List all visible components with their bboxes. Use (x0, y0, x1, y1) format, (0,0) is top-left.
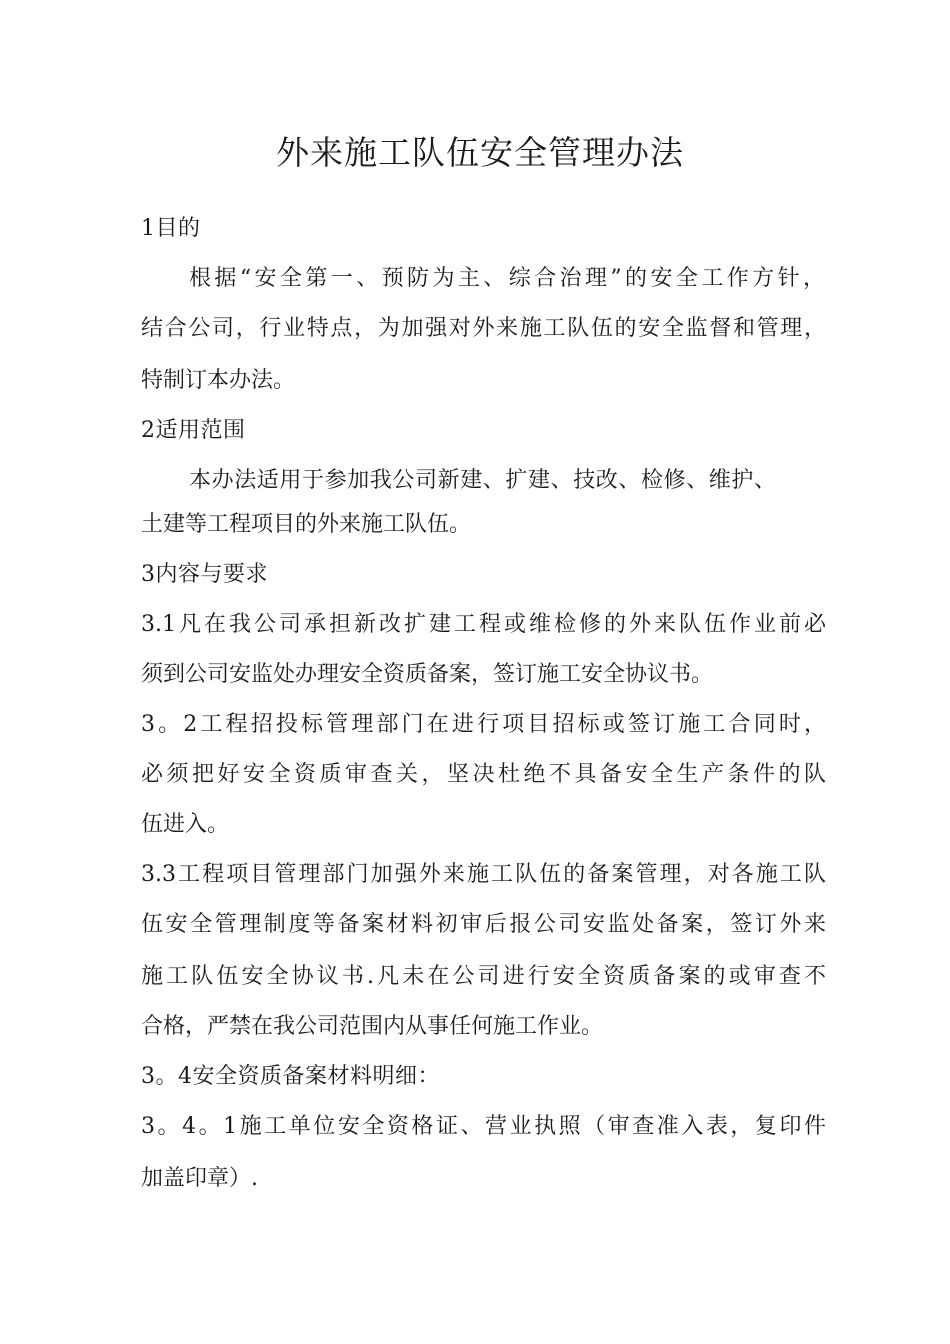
document-title: 外来施工队伍安全管理办法 (276, 133, 684, 172)
paragraph-line: 本办法适用于参加我公司新建、扩建、技改、检修、维护、 (189, 468, 777, 493)
paragraph-line: 土建等工程项目的外来施工队伍。 (141, 512, 472, 537)
paragraph-line: 根据“安全第一、预防为主、综合治理”的安全工作方针， (189, 266, 825, 291)
paragraph-line: 特制订本办法。 (141, 368, 296, 393)
paragraph-line: 伍安全管理制度等备案材料初审后报公司安监处备案，签订外来 (141, 912, 826, 937)
paragraph-line: 须到公司安监处办理安全资质备案，签订施工安全协议书。 (141, 662, 714, 687)
paragraph-line: 3.3工程项目管理部门加强外来施工队伍的备案管理，对各施工队 (141, 862, 826, 887)
section-heading-scope: 2适用范围 (141, 418, 246, 443)
paragraph-line: 必须把好安全资质审查关，坚决杜绝不具备安全生产条件的队 (141, 762, 826, 787)
paragraph-line: 结合公司，行业特点，为加强对外来施工队伍的安全监督和管理， (141, 316, 826, 341)
paragraph-line: 3。4安全资质备案材料明细： (141, 1064, 440, 1089)
paragraph-line: 施工队伍安全协议书.凡未在公司进行安全资质备案的或审查不 (141, 964, 826, 989)
paragraph-line: 3.1凡在我公司承担新改扩建工程或维检修的外来队伍作业前必 (141, 612, 826, 637)
paragraph-line: 伍进入。 (141, 812, 230, 837)
section-heading-content: 3内容与要求 (141, 562, 268, 587)
paragraph-line: 加盖印章）. (141, 1166, 258, 1191)
paragraph-line: 合格，严禁在我公司范围内从事任何施工作业。 (141, 1014, 604, 1039)
paragraph-line: 3。2工程招投标管理部门在进行项目招标或签订施工合同时， (141, 712, 826, 737)
section-heading-purpose: 1目的 (141, 216, 201, 241)
paragraph-line: 3。4。1施工单位安全资格证、营业执照（审查准入表，复印件 (141, 1114, 826, 1139)
